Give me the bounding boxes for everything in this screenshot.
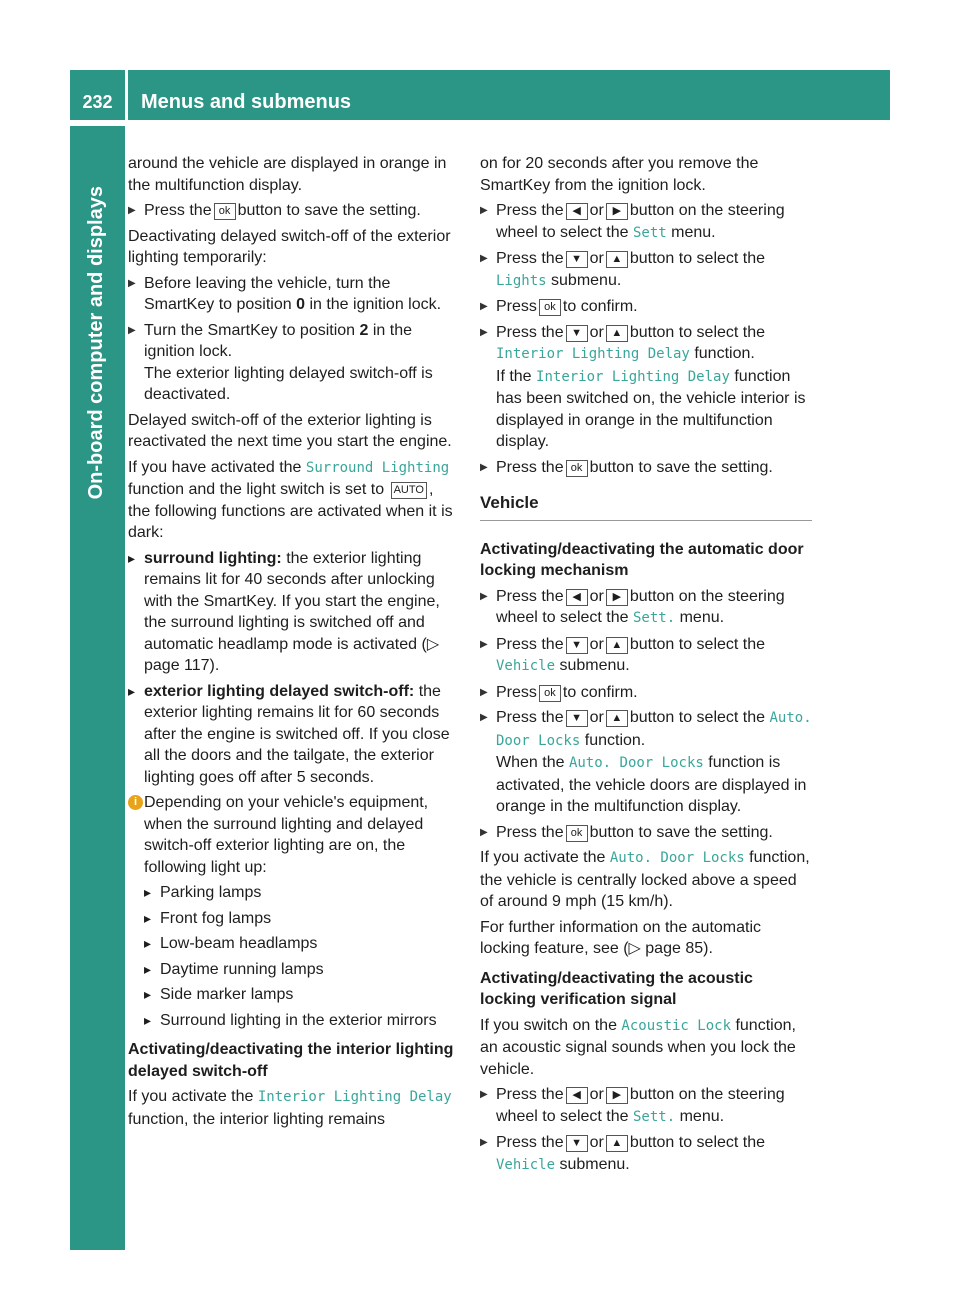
paragraph: If you switch on the Acoustic Lock function, an acoustic signal sounds when you lock the vehicle.: [480, 1016, 796, 1078]
section-heading: Vehicle: [480, 492, 812, 521]
down-key-icon: ▼: [566, 325, 588, 342]
up-key-icon: ▲: [606, 325, 628, 342]
list-item: ▸ Low-beam headlamps: [128, 933, 460, 955]
up-key-icon: ▲: [606, 637, 628, 654]
paragraph: Deactivating delayed switch-off of the exterior lighting temporarily:: [128, 227, 451, 266]
subheading: Activating/deactivating the interior lighting delayed switch-off: [128, 1041, 454, 1080]
step: ▶ Press the ▼ or ▲ button to select the Lights submenu.: [480, 248, 812, 292]
list-item: ▸ Daytime running lamps: [128, 959, 460, 981]
paragraph: around the vehicle are displayed in orange in the multifunction display.: [128, 155, 447, 194]
left-key-icon: ◀: [566, 589, 588, 606]
paragraph: Delayed switch-off of the exterior lighting is reactivated the next time you start the engine.: [128, 411, 452, 450]
ok-key-icon: ok: [214, 203, 236, 220]
step: ▶ Before leaving the vehicle, turn the SmartKey to position 0 in the ignition lock.: [128, 273, 460, 316]
list-item: ▸ Side marker lamps: [128, 984, 460, 1006]
page-title: Menus and submenus: [141, 91, 352, 113]
ok-key-icon: ok: [539, 685, 561, 702]
step: ▶ Press the ok button to save the setting.: [480, 457, 812, 479]
right-column: [480, 153, 812, 1180]
left-column: [128, 153, 460, 1134]
up-key-icon: ▲: [606, 251, 628, 268]
header-separator: [125, 70, 128, 120]
right-key-icon: ▶: [606, 589, 628, 606]
left-key-icon: ◀: [566, 1087, 588, 1104]
step: ▶ Press the ▼ or ▲ button to select the Auto. Door Locks function. When the Auto. Door Locks function is activated, the vehicle doors are displayed in orange in the multifunction display.: [480, 707, 812, 818]
info-icon: i: [128, 795, 143, 810]
step: ▶ Turn the SmartKey to position 2 in the ignition lock. The exterior lighting delayed switch-off is deactivated.: [128, 320, 460, 406]
info-note: i Depending on your vehicle's equipment, when the surround lighting and delayed switch-off exterior lighting are on, the following light up:: [128, 792, 460, 878]
subheading: Activating/deactivating the acoustic locking verification signal: [480, 969, 753, 1008]
up-key-icon: ▲: [606, 1135, 628, 1152]
step: ▶ Press the ◀ or ▶ button on the steering wheel to select the Sett. menu.: [480, 1084, 812, 1128]
step: ▶ Press ok to confirm.: [480, 296, 812, 318]
right-key-icon: ▶: [606, 203, 628, 220]
step: ▶ Press the ◀ or ▶ button on the steering wheel to select the Sett menu.: [480, 200, 812, 244]
step: ▶ Press the ◀ or ▶ button on the steering wheel to select the Sett. menu.: [480, 586, 812, 630]
down-key-icon: ▼: [566, 251, 588, 268]
list-item: ▸ Parking lamps: [128, 882, 460, 904]
right-key-icon: ▶: [606, 1087, 628, 1104]
down-key-icon: ▼: [566, 637, 588, 654]
list-item: ▸ Surround lighting in the exterior mirrors: [128, 1010, 460, 1032]
down-key-icon: ▼: [566, 1135, 588, 1152]
auto-icon: AUTO: [391, 482, 427, 499]
list-item: ▸ surround lighting: the exterior lighting remains lit for 40 seconds after unlocking with the SmartKey. If you start the engine, the surround lighting is switched off and automatic headlamp mode is activated (▷ page 117).: [128, 548, 460, 677]
paragraph: If you have activated the Surround Lighting function and the light switch is set to AUTO , the following functions are activated when it is dark:: [128, 458, 453, 541]
down-key-icon: ▼: [566, 710, 588, 727]
subheading: Activating/deactivating the automatic door locking mechanism: [480, 540, 804, 579]
ok-key-icon: ok: [566, 460, 588, 477]
paragraph: If you activate the Interior Lighting Delay function, the interior lighting remains: [128, 1088, 452, 1128]
left-key-icon: ◀: [566, 203, 588, 220]
ok-key-icon: ok: [566, 825, 588, 842]
step: ▶ Press the ok button to save the setting.: [128, 200, 460, 222]
paragraph: For further information on the automatic locking feature, see (▷ page 85).: [480, 918, 762, 957]
list-item: ▸ Front fog lamps: [128, 908, 460, 930]
step: ▶ Press ok to confirm.: [480, 682, 812, 704]
up-key-icon: ▲: [606, 710, 628, 727]
paragraph: If you activate the Auto. Door Locks function, the vehicle is centrally locked above a speed of around 9 mph (15 km/h).: [480, 849, 810, 910]
step: ▶ Press the ▼ or ▲ button to select the Vehicle submenu.: [480, 1132, 812, 1176]
ok-key-icon: ok: [539, 299, 561, 316]
page-number: 232: [82, 92, 113, 112]
paragraph: on for 20 seconds after you remove the SmartKey from the ignition lock.: [480, 155, 759, 194]
side-title-text: On-board computer and displays: [85, 186, 107, 500]
list-item: ▸ exterior lighting delayed switch-off: the exterior lighting remains lit for 60 seconds after the engine is switched off. If you close all the doors and the tailgate, the exterior lighting goes off after 5 seconds.: [128, 681, 460, 789]
step: ▶ Press the ok button to save the setting.: [480, 822, 812, 844]
step: ▶ Press the ▼ or ▲ button to select the Interior Lighting Delay function. If the Interior Lighting Delay function has been switched on, the vehicle interior is displayed in orange in the multifunction display.: [480, 322, 812, 453]
step: ▶ Press the ▼ or ▲ button to select the Vehicle submenu.: [480, 634, 812, 678]
